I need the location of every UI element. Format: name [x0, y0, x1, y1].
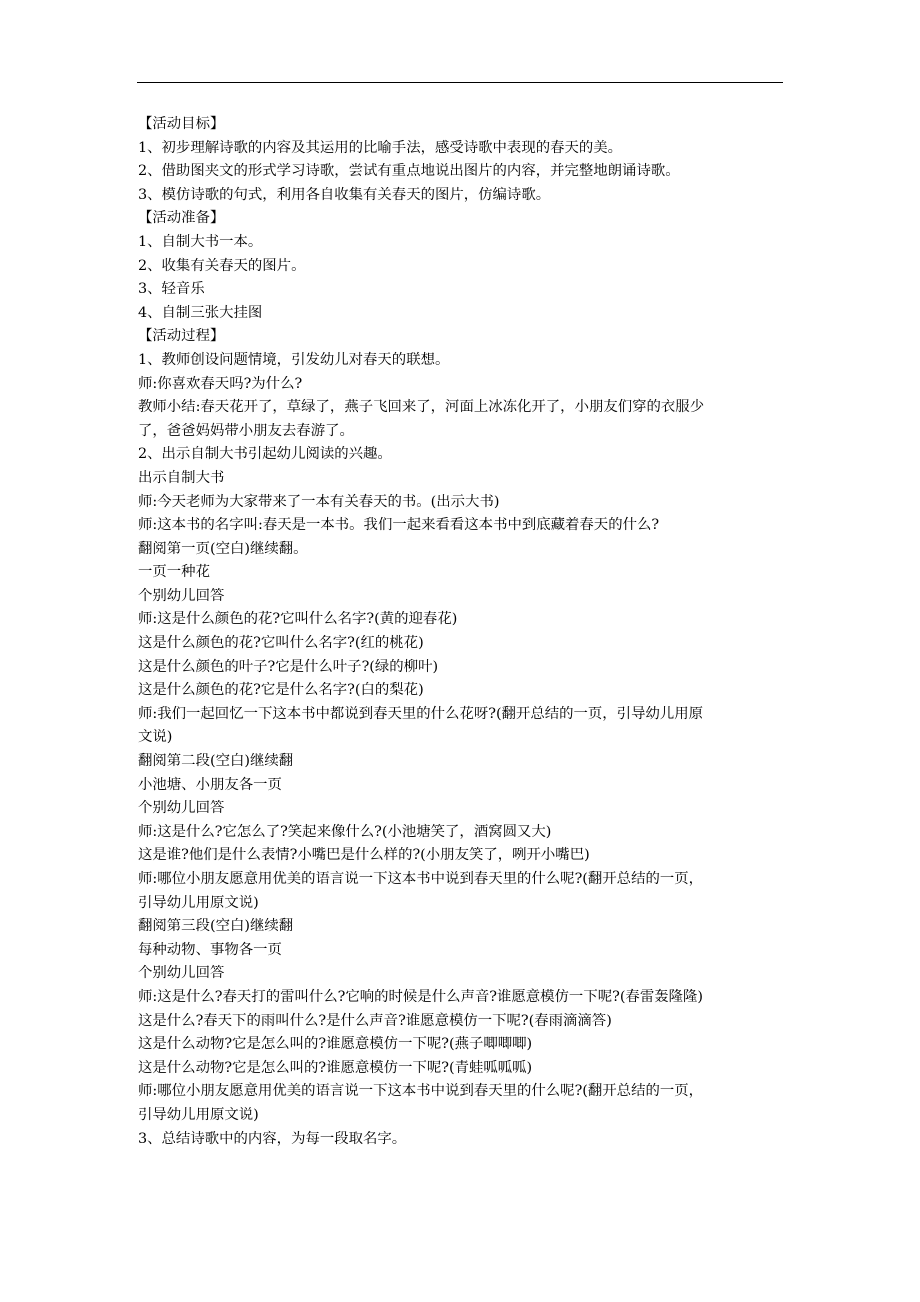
text-line: 翻阅第一页(空白)继续翻。: [138, 540, 308, 557]
text-line: 这是什么动物?它是怎么叫的?谁愿意模仿一下呢?(青蛙呱呱呱): [138, 1059, 533, 1076]
text-line: 小池塘、小朋友各一页: [138, 776, 282, 793]
text-line: 出示自制大书: [138, 469, 225, 486]
text-line: 1、自制大书一本。: [138, 233, 263, 250]
text-line: 3、轻音乐: [138, 281, 205, 298]
text-line: 师:你喜欢春天吗?为什么?: [138, 375, 303, 392]
text-line: 1、教师创设问题情境，引发幼儿对春天的联想。: [138, 351, 450, 368]
text-line: 这是什么颜色的花?它是什么名字?(白的梨花): [138, 682, 424, 699]
text-line: 1、初步理解诗歌的内容及其运用的比喻手法，感受诗歌中表现的春天的美。: [138, 139, 623, 156]
text-line: 翻阅第三段(空白)继续翻: [138, 918, 294, 935]
text-line: 2、借助图夹文的形式学习诗歌，尝试有重点地说出图片的内容，并完整地朗诵诗歌。: [138, 163, 680, 180]
section-heading-process: 【活动过程】: [138, 328, 225, 345]
text-line: 文说): [138, 729, 173, 746]
text-line: 了，爸爸妈妈带小朋友去春游了。: [138, 422, 354, 439]
document-body: [138, 113, 784, 1151]
text-line: 引导幼儿用原文说): [138, 894, 259, 911]
text-line: 每种动物、事物各一页: [138, 941, 282, 958]
text-line: 3、总结诗歌中的内容，为每一段取名字。: [138, 1130, 407, 1147]
text-line: 个别幼儿回答: [138, 587, 225, 604]
text-line: 师:这是什么颜色的花?它叫什么名字?(黄的迎春花): [138, 611, 458, 628]
text-line: 师:这是什么?春天打的雷叫什么?它响的时候是什么声音?谁愿意模仿一下呢?(春雷轰隆隆): [138, 988, 704, 1005]
text-line: 这是什么?春天下的雨叫什么?是什么声音?谁愿意模仿一下呢?(春雨滴滴答): [138, 1012, 612, 1029]
text-line: 引导幼儿用原文说): [138, 1106, 259, 1123]
text-line: 个别幼儿回答: [138, 800, 225, 817]
text-line: 这是什么颜色的叶子?它是什么叶子?(绿的柳叶): [138, 658, 439, 675]
text-line: 这是谁?他们是什么表情?小嘴巴是什么样的?(小朋友笑了，咧开小嘴巴): [138, 847, 590, 864]
text-line: 翻阅第二段(空白)继续翻: [138, 753, 294, 770]
text-line: 一页一种花: [138, 564, 210, 581]
text-line: 2、出示自制大书引起幼儿阅读的兴趣。: [138, 446, 392, 463]
text-line: 4、自制三张大挂图: [138, 304, 263, 321]
section-heading-goals: 【活动目标】: [138, 116, 225, 132]
text-line: 师:这本书的名字叫:春天是一本书。我们一起来看看这本书中到底藏着春天的什么?: [138, 517, 660, 534]
text-line: 这是什么动物?它是怎么叫的?谁愿意模仿一下呢?(燕子唧唧唧): [138, 1036, 533, 1053]
section-heading-preparation: 【活动准备】: [138, 210, 225, 227]
text-line: 师:今天老师为大家带来了一本有关春天的书。(出示大书): [138, 493, 500, 510]
text-line: 教师小结:春天花开了，草绿了，燕子飞回来了，河面上冰冻化开了，小朋友们穿的衣服少: [138, 399, 705, 416]
text-line: 2、收集有关春天的图片。: [138, 257, 306, 274]
text-line: 师:我们一起回忆一下这本书中都说到春天里的什么花呀?(翻开总结的一页，引导幼儿用原: [138, 705, 704, 722]
text-line: 师:这是什么?它怎么了?笑起来像什么?(小池塘笑了，酒窝圆又大): [138, 823, 552, 840]
text-line: 师:哪位小朋友愿意用优美的语言说一下这本书中说到春天里的什么呢?(翻开总结的一页，: [138, 871, 704, 887]
text-line: 这是什么颜色的花?它叫什么名字?(红的桃花): [138, 635, 424, 652]
text-line: 3、模仿诗歌的句式，利用各自收集有关春天的图片，仿编诗歌。: [138, 186, 551, 203]
text-line: 师:哪位小朋友愿意用优美的语言说一下这本书中说到春天里的什么呢?(翻开总结的一页，: [138, 1083, 704, 1100]
text-line: 个别幼儿回答: [138, 965, 225, 982]
header-rule: [137, 82, 783, 83]
